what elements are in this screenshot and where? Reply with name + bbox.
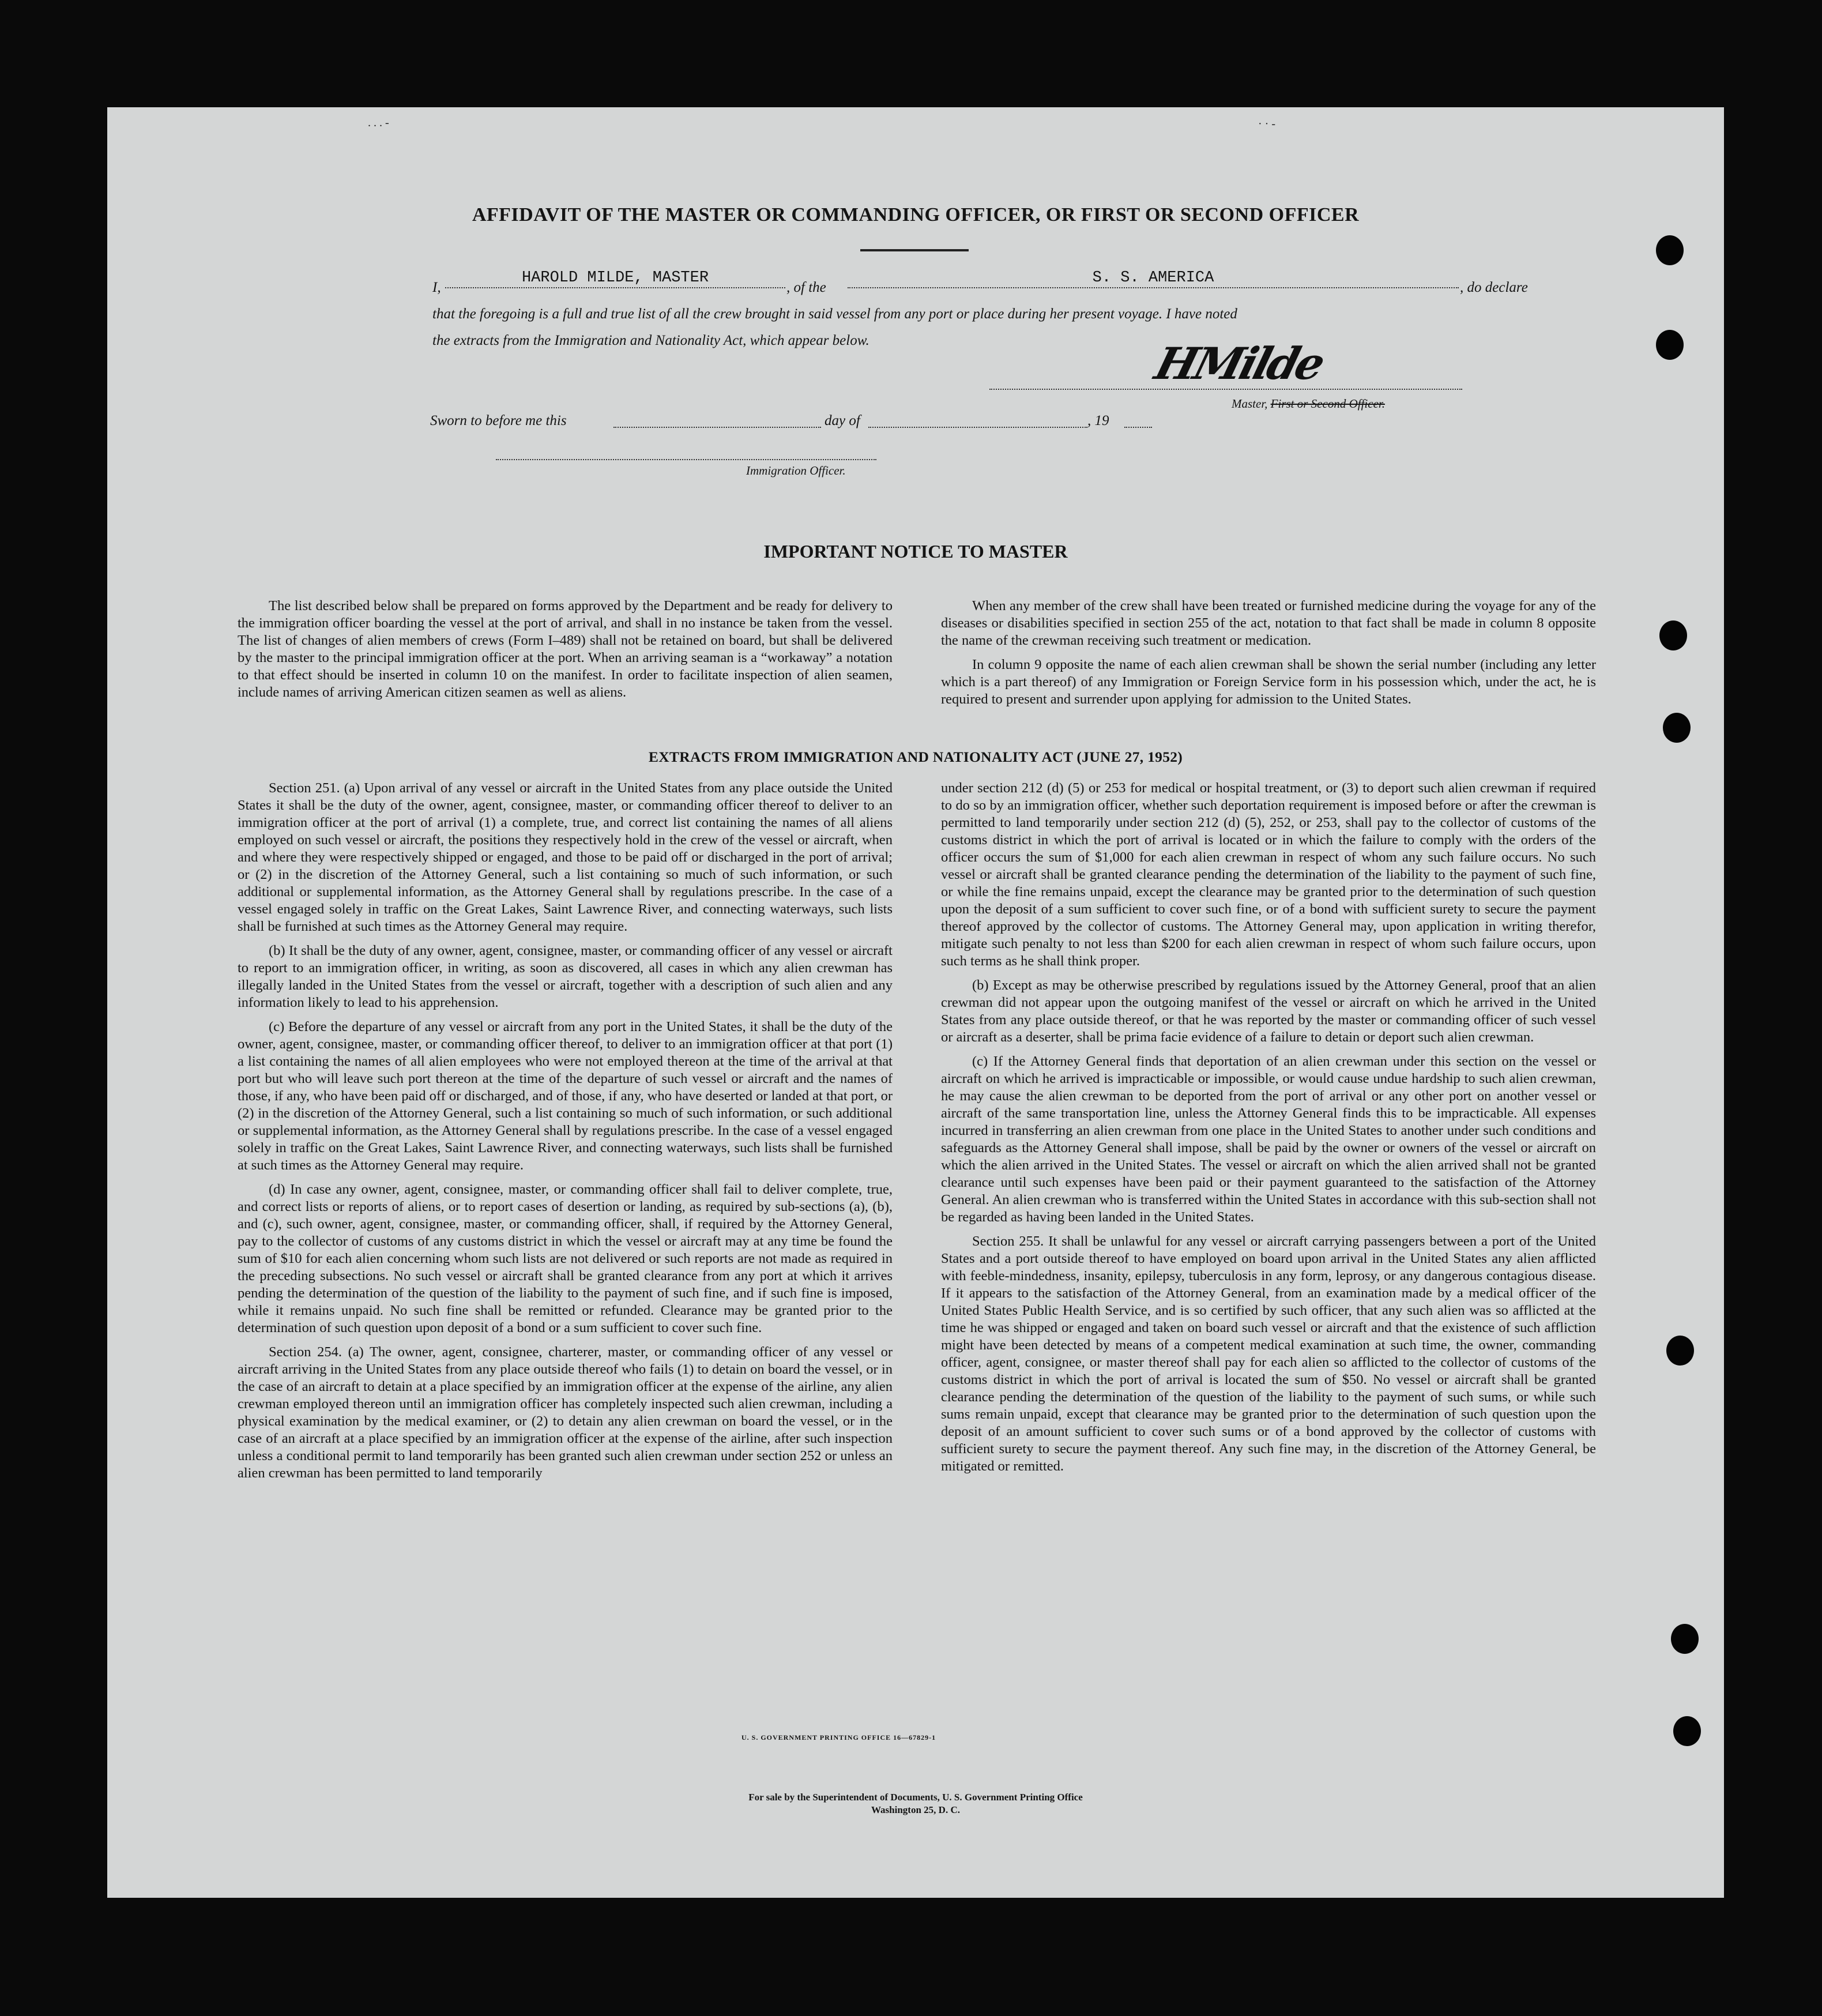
declaration-line-1 [432, 269, 1563, 301]
immigration-officer-line[interactable] [496, 459, 876, 460]
section-255: Section 255. It shall be unlawful for any vessel or aircraft carrying passengers between a port of the United States and a port outside thereof to have employed on board upon arrival in the United States any alien afflicted with feeble-mindedness, insanity, epilepsy, tuberculosis in any form, leprosy, or any dangerous contagious disease. If it appears to the satisfaction of the Attorney General, from an examination made by a medical officer of the United States Public Health Service, and is so certified by such officer, that any such alien was so afflicted at the time he was shipped or engaged and taken on board such vessel or aircraft and that the existence of such affliction might have been detected by means of a competent medical examination at such time, the owner, commanding officer, agent, consignee, or master thereof shall pay for each alien so afflicted to the collector of customs of the customs district in which the port of arrival is located the sum of $50. No vessel or aircraft shall be granted clearance pending the determination of the question of the liability to the payment of such sums, or while such sums remain unpaid, except that clearance may be granted prior to the determination of such question upon the deposit of an amount sufficient to cover such sums or of a bond approved by the collector of customs with sufficient surety to secure the payment thereof. Any such fine may, in the discretion of the Attorney General, be mitigated or remitted. [941, 1233, 1596, 1474]
section-254a-continued: under section 212 (d) (5) or 253 for medical or hospital treatment, or (3) to deport such alien crewman if required to do so by an immigration officer, whether such deportation requirement is imposed before or after the crewman is permitted to land temporarily under section 212 (d) (5), 252, or 253, shall pay to the collector of customs of the customs district in which the port of arrival is located or in which the failure to comply with the orders of the officer occurs the sum of $1,000 for each alien crewman in respect of whom any such failure occurs. No such vessel or aircraft shall be granted clearance pending the determination of the liability to the payment of such fine, or while the fine remains unpaid, except the clearance may be granted prior to the determination of such question upon the deposit of a sum sufficient to cover such fine, or of a bond with sufficient surety to secure the payment thereof approved by the collector of customs. The Attorney General may, upon application in writing therefor, mitigate such penalty to not less than $200 for each alien crewman in respect of whom such failure occurs, upon such terms as he shall think proper. [941, 780, 1596, 969]
extracts-title: EXTRACTS FROM IMMIGRATION AND NATIONALITY ACT (JUNE 27, 1952) [648, 749, 1183, 765]
form-page [107, 107, 1724, 1898]
year-label: , 19 [1087, 413, 1109, 428]
do-declare-label: , do declare [1460, 280, 1528, 295]
immigration-officer-caption: Immigration Officer. [746, 464, 846, 477]
notice-left-paragraph: The list described below shall be prepared on forms approved by the Department and be ready for delivery to the immigration officer boarding the vessel at the port of arrival, and shall in no instance be taken from the vessel. The list of changes of alien members of crews (Form I–489) shall not be retained on board, but shall be delivered by the master to the principal immigration officer at the port. When an arriving seaman is a “workaway” a notation to that effect should be inserted in column 10 on the manifest. In order to facilitate inspection of alien seamen, include names of arriving American citizen seamen as well as aliens. [238, 598, 893, 700]
vessel-name-field[interactable]: S. S. AMERICA [848, 266, 1459, 288]
punch-hole [1666, 1336, 1694, 1366]
affidavit-title: AFFIDAVIT OF THE MASTER OR COMMANDING OFFICER, OR FIRST OR SECOND OFFICER [472, 204, 1360, 225]
sworn-year-field[interactable] [1124, 413, 1152, 428]
sworn-line [430, 413, 1295, 436]
scan-specks-left: . . . - [368, 116, 389, 129]
section-251a: Section 251. (a) Upon arrival of any vessel or aircraft in the United States from any place outside the United States it shall be the duty of the owner, agent, consignee, master, or commanding officer thereof to deliver to an immigration officer at the port of arrival (1) a complete, true, and correct list containing the names of all aliens employed on such vessel or aircraft, the positions they respectively hold in the crew of the vessel or aircraft, when and where they were respectively shipped or engaged, and those to be paid off or discharged in the port of arrival; or (2) in the discretion of the Attorney General, such a list containing so much of such information, or such additional or supplemental information, as the Attorney General shall by regulations prescribe. In the case of a vessel engaged solely in traffic on the Great Lakes, Saint Lawrence River, and connecting waterways, such lists shall be furnished at such times as the Attorney General may require. [238, 780, 893, 934]
declaration-line-2: that the foregoing is a full and true list of all the crew brought in said vessel from any port or place during her present voyage. I have noted [432, 306, 1237, 322]
signature-caption [1232, 397, 1385, 411]
notice-left-column [238, 597, 893, 708]
notice-right-paragraph-1: When any member of the crew shall have been treated or furnished medicine during the voyage for any of the diseases or disabilities specified in section 255 of the act, notation to that fact shall be made in column 8 opposite the name of the crewman receiving such treatment or medication. [941, 598, 1596, 648]
punch-hole [1656, 235, 1684, 265]
notice-right-paragraph-2: In column 9 opposite the name of each alien crewman shall be shown the serial number (including any letter which is a part thereof) of any Immigration or Foreign Service form in his possession which, under the act, he is required to present and surrender upon applying for admission to the United States. [941, 657, 1596, 707]
of-the-label: , of the [786, 280, 826, 295]
sworn-month-field[interactable] [868, 413, 1087, 428]
printing-office-line: U. S. GOVERNMENT PRINTING OFFICE 16—67829-1 [741, 1733, 936, 1742]
section-251b: (b) It shall be the duty of any owner, agent, consignee, master, or commanding officer of any vessel or aircraft to report to an immigration officer, in writing, as soon as discovered, all cases in which any alien crewman has illegally landed in the United States from the vessel or aircraft, together with a description of such alien and any information likely to lead to his apprehension. [238, 943, 893, 1010]
punch-hole [1671, 1624, 1699, 1654]
section-251c: (c) Before the departure of any vessel or aircraft from any port in the United States, it shall be the duty of the owner, agent, consignee, master, or commanding officer thereof, to deliver to an immigration officer at that port (1) a list containing the names of all alien employees who were not employed thereon at the time of the arrival at that port but who will leave such port thereon at the time of the departure of such vessel or aircraft and the names of those, if any, who have been paid off or discharged, and of those, if any, who have deserted or landed at that port, or (2) in the discretion of the Attorney General, such a list containing so much of such information, or such additional or supplemental information, as the Attorney General shall by regulations prescribe. In the case of a vessel engaged solely in traffic on the Great Lakes, Saint Lawrence River, and connecting waterways, such lists shall be furnished at such times as the Attorney General may require. [238, 1019, 893, 1173]
caption-struck-officers: First or Second Officer. [1270, 397, 1385, 411]
punch-hole [1656, 330, 1684, 360]
notice-right-column [941, 597, 1596, 715]
extracts-left-column [238, 780, 893, 1489]
title-rule [860, 249, 969, 251]
punch-hole [1663, 713, 1691, 743]
sworn-day-field[interactable] [613, 413, 821, 428]
day-of-label: day of [825, 413, 860, 428]
i-label: I, [432, 280, 441, 295]
punch-hole [1659, 620, 1687, 650]
section-254b: (b) Except as may be otherwise prescribed by regulations issued by the Attorney General, proof that an alien crewman did not appear upon the outgoing manifest of the vessel or aircraft on which he arrived in the United States from any place outside thereof, or that he was reported by the master or commanding officer of such vessel or aircraft as a deserter, shall be prima facie evidence of a failure to detain or deport such alien crewman. [941, 977, 1596, 1045]
master-signature: HMilde [1150, 338, 1328, 389]
signature-line[interactable] [989, 389, 1462, 390]
punch-hole [1673, 1716, 1701, 1746]
sale-line-2: Washington 25, D. C. [871, 1804, 960, 1815]
sale-notice [107, 1791, 1724, 1816]
caption-master: Master, [1232, 397, 1268, 411]
declaration-line-3: the extracts from the Immigration and Nationality Act, which appear below. [432, 333, 869, 348]
section-254c: (c) If the Attorney General finds that deportation of an alien crewman under this section on the vessel or aircraft on which he arrived is impracticable or impossible, or would cause undue hardship to such alien crewman, he may cause the alien crewman to be deported from the port of arrival or any other port on another vessel or aircraft of the same transportation line, unless the Attorney General finds this to be impracticable. All expenses incurred in transferring an alien crewman from one place in the United States to another under such conditions and safeguards as the Attorney General shall impose, shall be paid by the owner or owners of the vessel or aircraft on which the alien arrived in the United States. The vessel or aircraft on which the alien arrived shall not be granted clearance until such expenses have been paid or their payment guaranteed to the satisfaction of the Attorney General. An alien crewman who is transferred within the United States in accordance with this sub-section shall not be regarded as having been landed in the United States. [941, 1054, 1596, 1225]
sale-line-1: For sale by the Superintendent of Documents, U. S. Government Printing Office [748, 1792, 1083, 1803]
sworn-label: Sworn to before me this [430, 413, 567, 428]
section-251d: (d) In case any owner, agent, consignee, master, or commanding officer shall fail to deliver complete, true, and correct lists or reports of aliens, or to report cases of desertion or landing, as required by sub-sections (a), (b), and (c), such owner, agent, consignee, master, or commanding officer, shall, if required by the Attorney General, pay to the collector of customs of any customs district in which the vessel or aircraft may at any time be found the sum of $10 for each alien concerning whom such lists are not delivered or such reports are not made as required in the preceding subsections. No such vessel or aircraft shall be granted clearance from any port at which it arrives pending the determination of the question of the liability to the payment of such fine, and if such fine is imposed, while it remains unpaid. No such fine shall be remitted or refunded. Clearance may be granted prior to the determination of such question upon deposit of a bond or a sum sufficient to cover such fine. [238, 1182, 893, 1336]
notice-title: IMPORTANT NOTICE TO MASTER [763, 541, 1068, 562]
officer-name-field[interactable]: HAROLD MILDE, MASTER [445, 266, 785, 288]
declaration-block [432, 269, 1563, 354]
extracts-right-column [941, 780, 1596, 1482]
scan-specks-right: · · - [1258, 118, 1275, 130]
section-254a: Section 254. (a) The owner, agent, consignee, charterer, master, or commanding officer of any vessel or aircraft arriving in the United States from any place outside thereof who fails (1) to detain on board the vessel, or in the case of an aircraft to detain at a place specified by an immigration officer at the expense of the airline, any alien crewman employed thereon until an immigration officer has completely inspected such alien crewman, including a physical examination by the medical examiner, or (2) to detain any alien crewman on board the vessel, or in the case of an aircraft at a place specified by an immigration officer at the expense of the airline, after such inspection unless a conditional permit to land temporarily has been granted such alien crewman under section 252 or unless an alien crewman has been permitted to land temporarily [238, 1344, 893, 1481]
